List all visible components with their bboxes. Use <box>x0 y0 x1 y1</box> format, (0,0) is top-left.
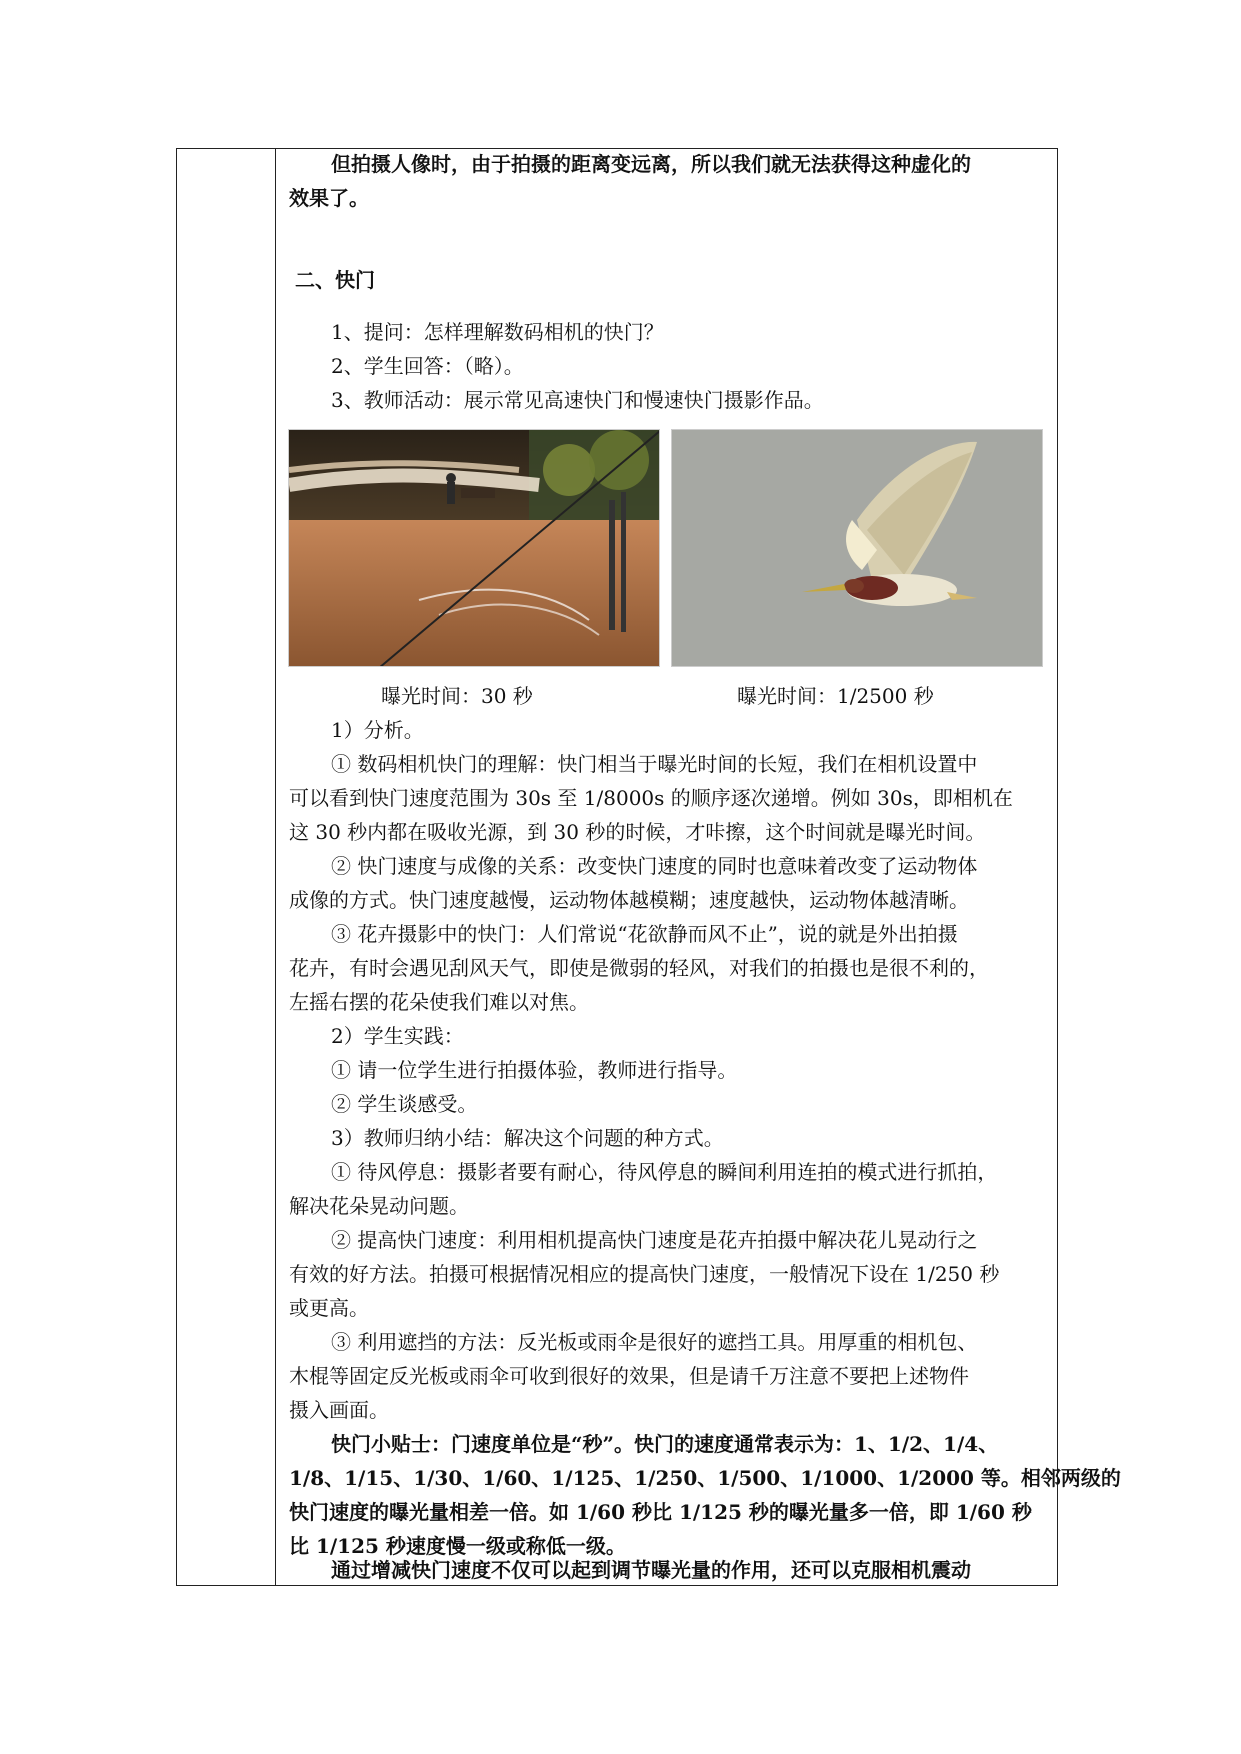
summary-line: ① 待风停息：摄影者要有耐心，待风停息的瞬间利用连拍的模式进行抓拍， <box>331 1160 998 1184</box>
item-3: 3、教师活动：展示常见高速快门和慢速快门摄影作品。 <box>331 388 824 412</box>
summary-line: ③ 利用遮挡的方法：反光板或雨伞是很好的遮挡工具。用厚重的相机包、 <box>331 1330 978 1354</box>
tips-line: 快门小贴士：门速度单位是“秒”。快门的速度通常表示为：1、1/2、1/4、 <box>331 1432 999 1456</box>
summary-line: ② 提高快门速度：利用相机提高快门速度是花卉拍摄中解决花儿晃动行之 <box>331 1228 978 1252</box>
analysis-line: 成像的方式。快门速度越慢，运动物体越模糊；速度越快，运动物体越清晰。 <box>289 888 969 912</box>
lesson-table <box>176 148 1121 1586</box>
analysis-line: 这 30 秒内都在吸收光源，到 30 秒的时候，才咔擦，这个时间就是曝光时间。 <box>289 820 986 844</box>
tips-line: 快门速度的曝光量相差一倍。如 1/60 秒比 1/125 秒的曝光量多一倍，即 1/60 秒 <box>289 1500 1032 1524</box>
intro-bold-line-1: 但拍摄人像时，由于拍摄的距离变远离，所以我们就无法获得这种虚化的 <box>331 152 971 176</box>
practice-heading: 2）学生实践： <box>331 1024 464 1048</box>
tips-line: 1/8、1/15、1/30、1/60、1/125、1/250、1/500、1/1000、1/2000 等。相邻两级的 <box>289 1466 1121 1490</box>
summary-line: 木棍等固定反光板或雨伞可收到很好的效果，但是请千万注意不要把上述物件 <box>289 1364 969 1388</box>
caption-right: 曝光时间：1/2500 秒 <box>737 684 934 708</box>
summary-heading: 3）教师归纳小结：解决这个问题的种方式。 <box>331 1126 724 1150</box>
summary-line: 有效的好方法。拍摄可根据情况相应的提高快门速度，一般情况下设在 1/250 秒 <box>289 1262 1000 1286</box>
analysis-line: ② 快门速度与成像的关系：改变快门速度的同时也意味着改变了运动物体 <box>331 854 978 878</box>
tips-line: 通过增减快门速度不仅可以起到调节曝光量的作用，还可以克服相机震动 <box>331 1558 971 1582</box>
caption-left: 曝光时间：30 秒 <box>381 684 533 708</box>
column-divider <box>275 149 276 1585</box>
analysis-line: ① 数码相机快门的理解：快门相当于曝光时间的长短，我们在相机设置中 <box>331 752 978 776</box>
flying-heron-photo <box>671 429 1043 667</box>
item-2: 2、学生回答：（略）。 <box>331 354 524 378</box>
practice-line: ② 学生谈感受。 <box>331 1092 478 1116</box>
night-street-light-trails-photo <box>288 429 660 667</box>
analysis-line: 可以看到快门速度范围为 30s 至 1/8000s 的顺序逐次递增。例如 30s，即相机在 <box>289 786 1013 810</box>
summary-line: 解决花朵晃动问题。 <box>289 1194 469 1218</box>
content-cell <box>277 149 1121 1585</box>
analysis-line: 花卉，有时会遇见刮风天气，即使是微弱的轻风，对我们的拍摄也是很不利的， <box>289 956 989 980</box>
analysis-line: 左摇右摆的花朵使我们难以对焦。 <box>289 990 589 1014</box>
item-1: 1、提问：怎样理解数码相机的快门？ <box>331 320 664 344</box>
table-left-cell <box>177 149 275 1585</box>
summary-line: 摄入画面。 <box>289 1398 389 1422</box>
analysis-heading: 1）分析。 <box>331 718 424 742</box>
intro-bold-line-2: 效果了。 <box>289 186 369 210</box>
summary-line: 或更高。 <box>289 1296 369 1320</box>
section-heading: 二、快门 <box>295 268 375 292</box>
analysis-line: ③ 花卉摄影中的快门：人们常说“花欲静而风不止”，说的就是外出拍摄 <box>331 922 958 946</box>
practice-line: ① 请一位学生进行拍摄体验，教师进行指导。 <box>331 1058 738 1082</box>
tips-line: 比 1/125 秒速度慢一级或称低一级。 <box>289 1534 626 1558</box>
